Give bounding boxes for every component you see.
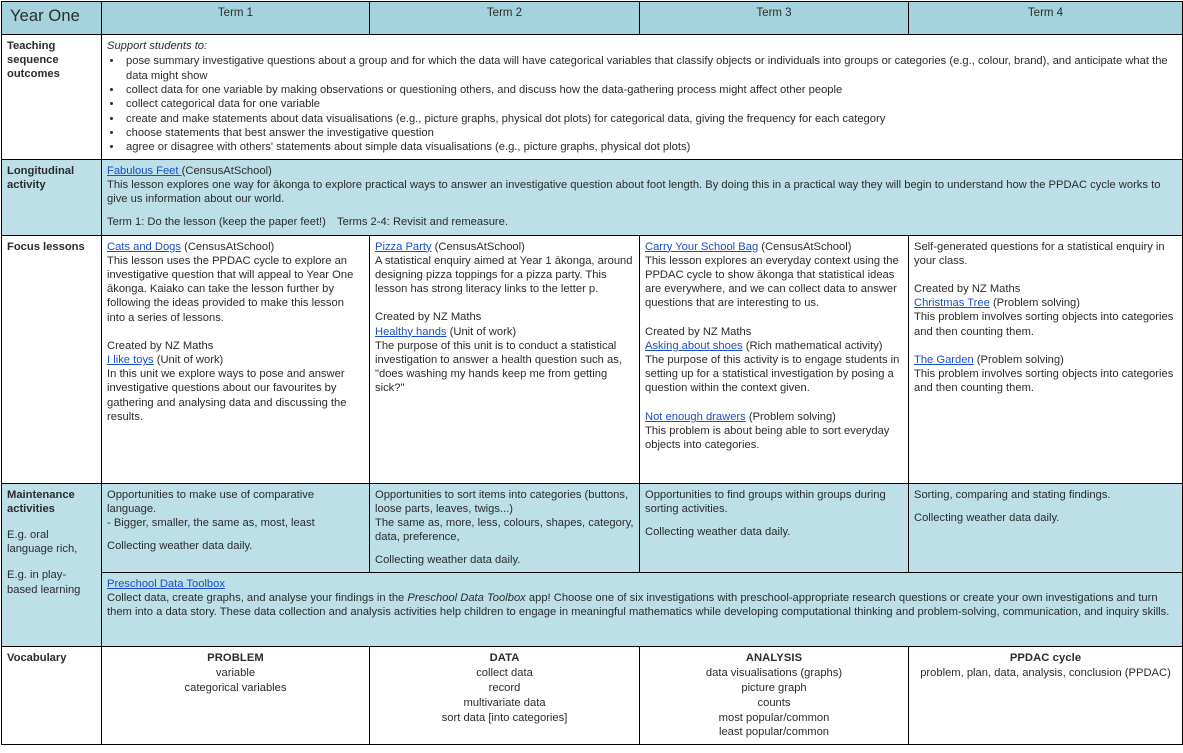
vocabulary-heading: DATA xyxy=(489,651,520,664)
spacer xyxy=(914,502,1177,511)
maintenance-line: Opportunities to find groups within groups during sorting activities. xyxy=(645,488,886,515)
spacer xyxy=(375,296,634,310)
toolbox-app-name: Preschool Data Toolbox xyxy=(407,591,526,604)
row-focus-lessons xyxy=(2,235,1183,483)
list-item: • pose summary investigative questions about a group and for which the data will have categorical variables that classify objects or individuals into groups or categories (e.g., colour, brand), and anticipate what the data might show xyxy=(123,54,1177,83)
longitudinal-content xyxy=(102,159,1183,235)
link-preschool-data-toolbox[interactable]: Preschool Data Toolbox xyxy=(107,577,225,590)
longitudinal-term-notes xyxy=(107,215,1177,229)
row-label-vocabulary: Vocabulary xyxy=(2,646,102,745)
lesson-plain-text: Self-generated questions for a statistical enquiry in your class. xyxy=(914,240,1165,267)
vocabulary-term: sort data [into categories] xyxy=(441,711,568,724)
lesson-source: (CensusAtSchool) xyxy=(181,240,275,253)
focus-lessons-term-1 xyxy=(102,235,370,483)
lesson-source: (CensusAtSchool) xyxy=(431,240,525,253)
vocabulary-term: most popular/common xyxy=(718,711,830,724)
column-header-term-1: Term 1 xyxy=(102,2,370,35)
lesson-description: This lesson explores an everyday context using the PPDAC cycle to show ākonga that statistical ideas are everywhere, and we can collect data to answer questions that are interesting to us. xyxy=(645,254,899,310)
row-label-longitudinal: Longitudinal activity xyxy=(2,159,102,235)
lesson-credit: Created by NZ Maths xyxy=(645,325,752,338)
lesson-heading-line xyxy=(107,353,364,367)
spacer xyxy=(375,544,634,553)
column-header-term-4: Term 4 xyxy=(909,2,1183,35)
lesson-description: This problem involves sorting objects into categories and then counting them. xyxy=(914,311,1174,338)
list-item: • collect categorical data for one variable xyxy=(123,97,1177,111)
column-header-term-3: Term 3 xyxy=(640,2,909,35)
lesson-heading-line xyxy=(645,240,903,254)
teaching-sequence-outcome-list xyxy=(123,54,1177,154)
lesson-heading-line xyxy=(645,339,903,353)
toolbox-text-before: Collect data, create graphs, and analyse your findings in the xyxy=(107,591,408,604)
spacer xyxy=(107,325,364,339)
row-maintenance-activities xyxy=(2,483,1183,572)
vocabulary-term: data visualisations (graphs) xyxy=(705,666,843,679)
list-item: • create and make statements about data visualisations (e.g., picture graphs, physical dot plots) for categorical data, giving the frequency for each category xyxy=(123,112,1177,126)
lesson-credit: Created by NZ Maths xyxy=(914,282,1021,295)
lesson-credit: Created by NZ Maths xyxy=(107,339,214,352)
vocabulary-term: variable xyxy=(215,666,256,679)
maintenance-line: - Bigger, smaller, the same as, most, least xyxy=(107,516,315,529)
focus-lessons-term-3 xyxy=(640,235,909,483)
vocabulary-term: least popular/common xyxy=(718,726,830,739)
vocabulary-term-1 xyxy=(102,646,370,745)
lesson-heading-line xyxy=(645,410,903,424)
row-label-teaching-sequence: Teaching sequence outcomes xyxy=(2,35,102,160)
lesson-source: (Problem solving) xyxy=(745,410,836,423)
lesson-source: (Unit of work) xyxy=(153,354,224,367)
longitudinal-terms24-note: Terms 2-4: Revisit and remeasure. xyxy=(337,216,508,229)
maintenance-term-2 xyxy=(370,483,640,572)
maintenance-weather-note: Collecting weather data daily. xyxy=(645,525,791,538)
maintenance-note-play: E.g. in play-based learning xyxy=(7,569,81,596)
row-label-maintenance-title: Maintenance activities xyxy=(7,488,75,515)
vocabulary-term: record xyxy=(488,681,521,694)
vocabulary-heading: ANALYSIS xyxy=(745,651,803,664)
vocabulary-heading: PROBLEM xyxy=(207,651,264,664)
spacer xyxy=(107,530,364,539)
maintenance-note-oral: E.g. oral language rich, xyxy=(7,528,78,556)
vocabulary-term: problem, plan, data, analysis, conclusion (PPDAC) xyxy=(920,666,1171,679)
lesson-description: This problem involves sorting objects into categories and then counting them. xyxy=(914,368,1174,395)
maintenance-weather-note: Collecting weather data daily. xyxy=(107,540,253,553)
link-fabulous-feet[interactable]: Fabulous Feet xyxy=(107,164,182,177)
lesson-heading-line xyxy=(107,240,364,254)
vocabulary-heading: PPDAC cycle xyxy=(1009,651,1082,664)
teaching-sequence-lead-in: Support students to: xyxy=(107,40,208,52)
link-lesson[interactable]: Christmas Tree xyxy=(914,297,990,310)
link-lesson[interactable]: Asking about shoes xyxy=(645,339,743,352)
lesson-source: (Rich mathematical activity) xyxy=(742,339,883,352)
maintenance-weather-note: Collecting weather data daily. xyxy=(914,511,1060,524)
longitudinal-term1-note: Term 1: Do the lesson (keep the paper feet!) xyxy=(107,216,326,229)
longitudinal-description: This lesson explores one way for ākonga to explore practical ways to answer an investigative question about foot length. By doing this in a practical way they will begin to understand how the PPDAC cycle works to give us information about our world. xyxy=(107,178,1161,205)
vocabulary-term-2 xyxy=(370,646,640,745)
list-item: • choose statements that best answer the investigative question xyxy=(123,126,1177,140)
spacer xyxy=(914,268,1177,282)
lesson-description: In this unit we explore ways to pose and answer investigative questions about our favourites by gathering and analysing data and discussing the results. xyxy=(107,368,347,423)
row-label-focus-lessons: Focus lessons xyxy=(2,235,102,483)
list-item: • collect data for one variable by making observations or questioning others, and discuss how the data-gathering process might affect other people xyxy=(123,83,1177,97)
lesson-description: This problem is about being able to sort everyday objects into categories. xyxy=(645,424,890,452)
spacer xyxy=(645,311,903,325)
link-lesson[interactable]: The Garden xyxy=(914,353,974,366)
longitudinal-source: (CensusAtSchool) xyxy=(181,164,272,177)
row-teaching-sequence-outcomes xyxy=(2,35,1183,160)
row-longitudinal-activity xyxy=(2,159,1183,235)
lesson-heading-line xyxy=(375,325,634,339)
teaching-sequence-content xyxy=(102,35,1183,160)
link-lesson[interactable]: Not enough drawers xyxy=(645,410,746,423)
maintenance-line: The same as, more, less, colours, shapes, category, data, preference, xyxy=(375,516,634,544)
lesson-source: (Problem solving) xyxy=(973,353,1064,366)
lesson-source: (Unit of work) xyxy=(446,325,517,338)
maintenance-line: Opportunities to make use of comparative language. xyxy=(107,488,315,515)
lesson-heading-line xyxy=(914,296,1177,310)
row-label-maintenance xyxy=(2,483,102,646)
row-vocabulary xyxy=(2,646,1183,745)
focus-lessons-term-2 xyxy=(370,235,640,483)
toolbox-heading-line xyxy=(107,577,1177,591)
vocabulary-term: categorical variables xyxy=(184,681,287,694)
lesson-heading-line xyxy=(914,353,1177,367)
focus-lessons-term-4 xyxy=(909,235,1183,483)
spacer xyxy=(645,396,903,410)
row-preschool-data-toolbox xyxy=(2,572,1183,646)
spacer xyxy=(107,206,1177,215)
toolbox-description xyxy=(107,591,1177,619)
lesson-description: This lesson uses the PPDAC cycle to explore an investigative question that will appeal to Year One ākonga. Kaiako can take the lesson further by following the ideas provided to make this lesson into a series of lessons. xyxy=(107,254,354,324)
curriculum-table xyxy=(1,1,1183,745)
link-lesson[interactable]: Cats and Dogs xyxy=(107,240,182,253)
maintenance-term-1 xyxy=(102,483,370,572)
lesson-description: The purpose of this activity is to engage students in setting up for a statistical investigation by posing a question within the context given. xyxy=(645,354,900,395)
link-lesson[interactable]: Healthy hands xyxy=(375,325,447,338)
toolbox-text-after: app! Choose one of six investigations with preschool-appropriate research questions or create your own investigations and turn them into a data story. These data collection and analysis activities help children to engage in meaningful mathematics while developing computational thinking and problem-solving, communication, and inquiry skills. xyxy=(107,591,1170,619)
column-header-term-2: Term 2 xyxy=(370,2,640,35)
vocabulary-term: collect data xyxy=(476,666,533,679)
lesson-credit: Created by NZ Maths xyxy=(375,311,482,324)
longitudinal-heading-line xyxy=(107,164,1177,178)
table-header-row xyxy=(2,2,1183,35)
lesson-description: A statistical enquiry aimed at Year 1 ākonga, around designing pizza toppings for a pizza party. This lesson has strong literacy links to the letter p. xyxy=(375,254,633,296)
vocabulary-term-4 xyxy=(909,646,1183,745)
lesson-source: (Problem solving) xyxy=(989,297,1080,310)
preschool-toolbox-content xyxy=(102,572,1183,646)
maintenance-term-3 xyxy=(640,483,909,572)
maintenance-line: Opportunities to sort items into categories (buttons, loose parts, leaves, twigs...) xyxy=(375,488,629,515)
maintenance-term-4 xyxy=(909,483,1183,572)
list-item: • agree or disagree with others' statements about simple data visualisations (e.g., picture graphs, physical dot plots) xyxy=(123,140,1177,154)
maintenance-weather-note: Collecting weather data daily. xyxy=(375,554,521,567)
curriculum-sheet xyxy=(0,1,1183,753)
spacer xyxy=(914,339,1177,353)
lesson-heading-line xyxy=(375,240,634,254)
link-lesson[interactable]: Carry Your School Bag xyxy=(645,240,759,253)
link-lesson[interactable]: Pizza Party xyxy=(375,240,432,253)
vocabulary-term-3 xyxy=(640,646,909,745)
maintenance-line: Sorting, comparing and stating findings. xyxy=(914,488,1111,501)
year-label: Year One xyxy=(2,2,102,35)
spacer xyxy=(645,516,903,525)
vocabulary-term: multivariate data xyxy=(463,696,546,709)
link-lesson[interactable]: I like toys xyxy=(107,354,154,367)
vocabulary-term: picture graph xyxy=(741,681,807,694)
lesson-source: (CensusAtSchool) xyxy=(758,240,852,253)
lesson-description: The purpose of this unit is to conduct a statistical investigation to answer a health question such as, "does washing my hands keep me from getting sick?" xyxy=(375,339,622,395)
vocabulary-term: counts xyxy=(757,696,791,709)
